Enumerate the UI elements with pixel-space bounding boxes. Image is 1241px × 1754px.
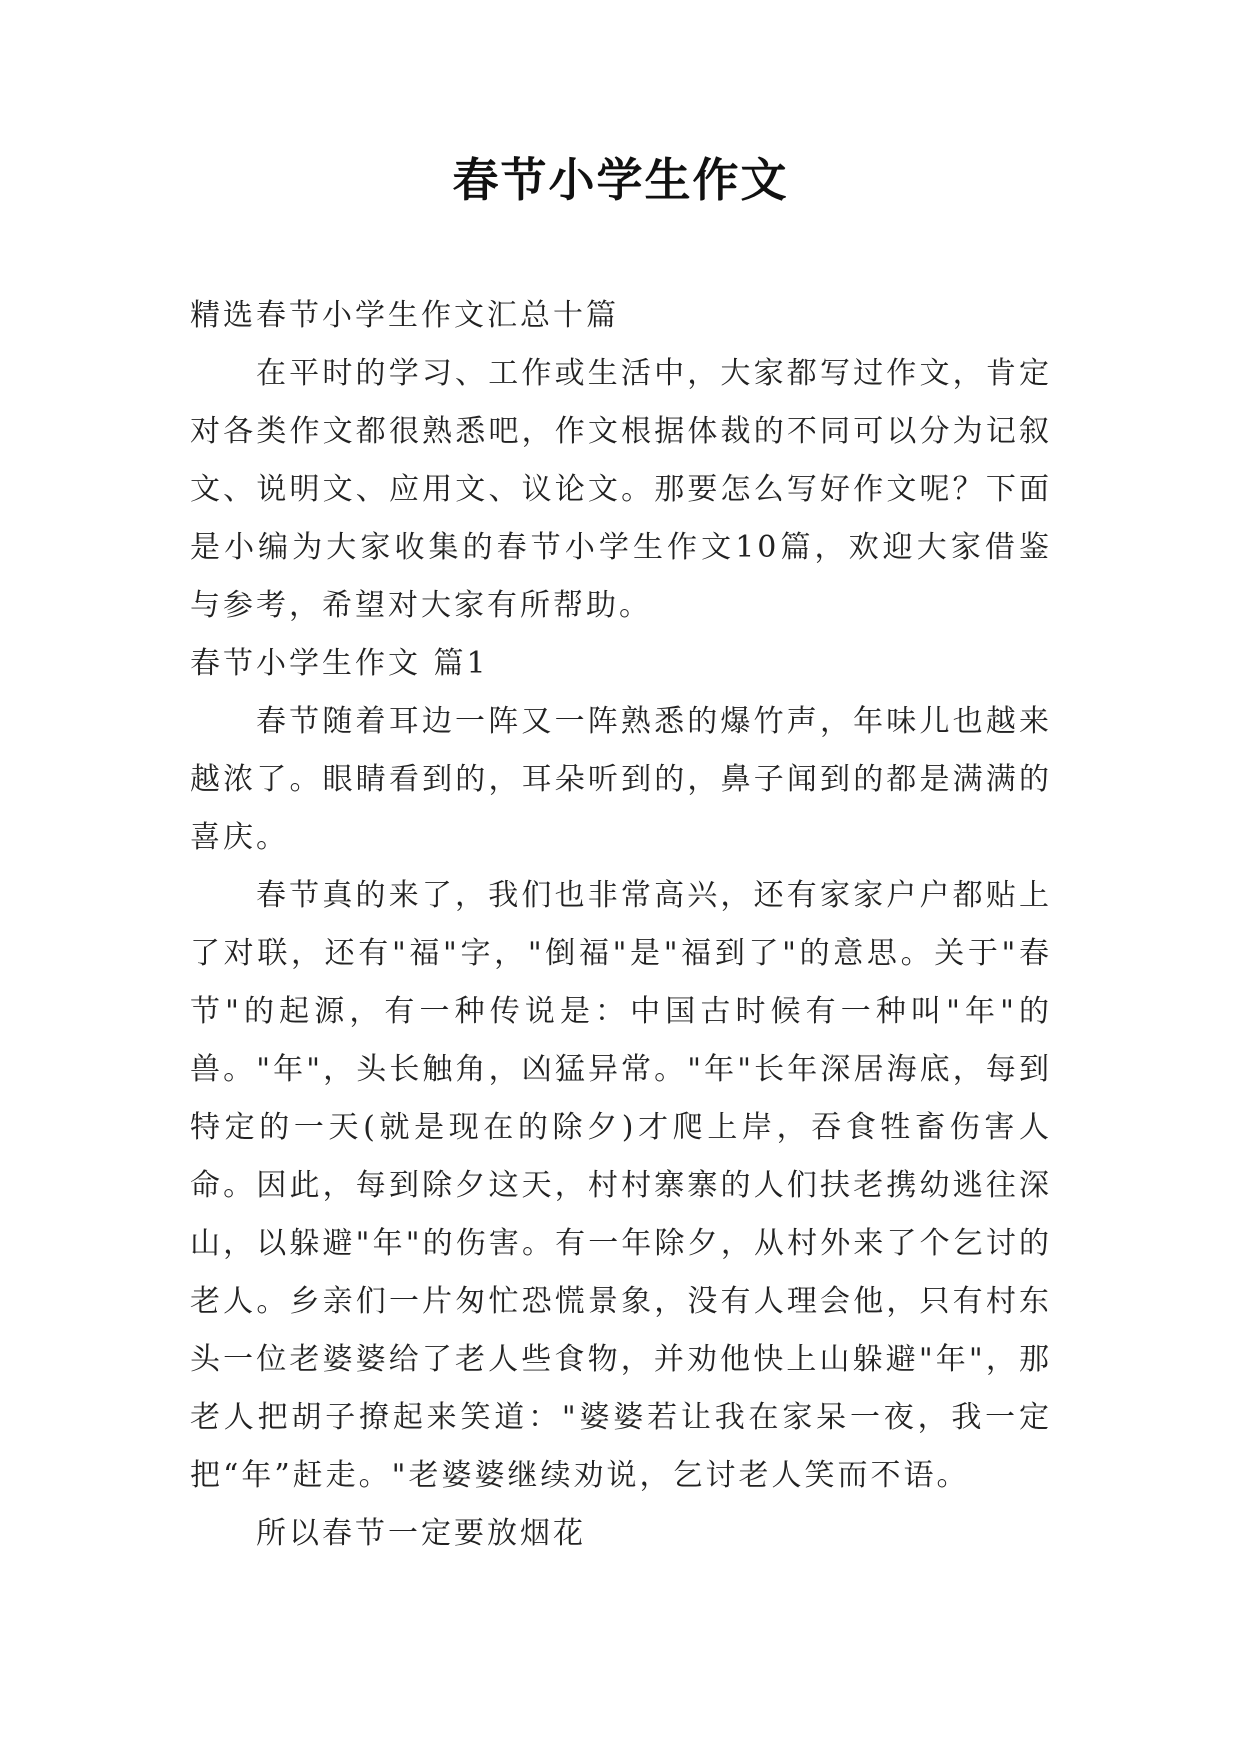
essay-heading: 春节小学生作文 篇1	[190, 646, 489, 681]
document-title: 春节小学生作文	[452, 153, 789, 207]
essay-paragraph: 春节真的来了，我们也非常高兴，还有家家户户都贴上了对联，还有"福"字，"倒福"是"福到了"的意思。关于"春节"的起源，有一种传说是：中国古时候有一种叫"年"的兽。"年"，头长触角，凶猛异常。"年"长年深居海底，每到特定的一天(就是现在的除夕)才爬上岸，吞食牲畜伤害人命。因此，每到除夕这天，村村寨寨的人们扶老携幼逃往深山，以躲避"年"的伤害。有一年除夕，从村外来了个乞讨的老人。乡亲们一片匆忙恐慌景象，没有人理会他，只有村东头一位老婆婆给了老人些食物，并劝他快上山躲避"年"，那老人把胡子撩起来笑道："婆婆若让我在家呆一夜，我一定把“年”赶走。"老婆婆继续劝说，乞讨老人笑而不语。	[190, 878, 1052, 1493]
essay-paragraph: 所以春节一定要放烟花	[256, 1516, 586, 1551]
collection-heading: 精选春节小学生作文汇总十篇	[190, 298, 619, 333]
document-body	[190, 287, 1052, 1563]
essay-paragraph: 春节随着耳边一阵又一阵熟悉的爆竹声，年味儿也越来越浓了。眼睛看到的，耳朵听到的，鼻子闻到的都是满满的喜庆。	[190, 704, 1052, 855]
intro-paragraph: 在平时的学习、工作或生活中，大家都写过作文，肯定对各类作文都很熟悉吧，作文根据体裁的不同可以分为记叙文、说明文、应用文、议论文。那要怎么写好作文呢？下面是小编为大家收集的春节小学生作文10篇，欢迎大家借鉴与参考，希望对大家有所帮助。	[190, 356, 1052, 623]
